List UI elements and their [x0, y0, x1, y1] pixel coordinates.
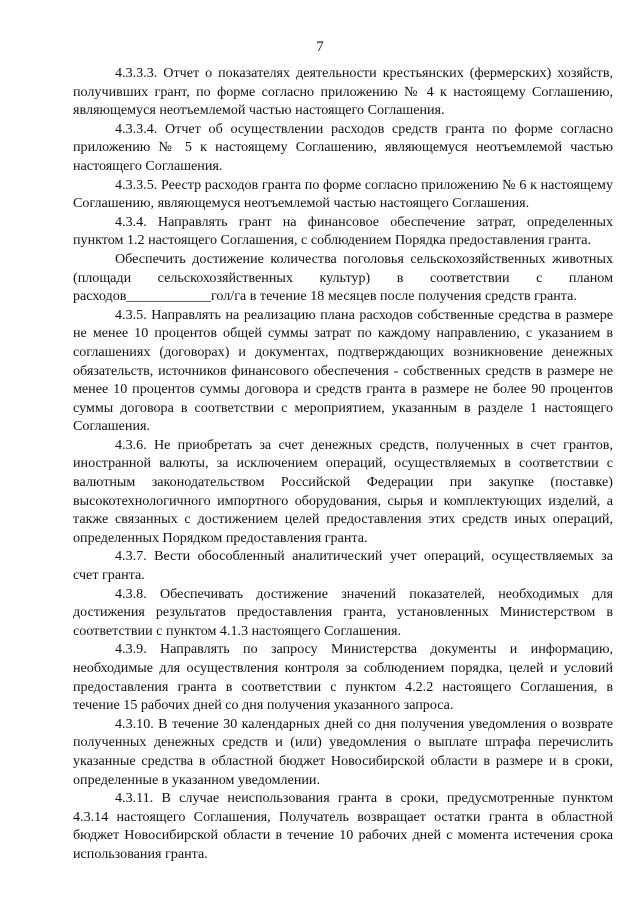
page-number: 7 [316, 39, 324, 55]
paragraph-4-3-7: 4.3.7. Вести обособленный аналитический учет операций, осуществляемых за счет гранта. [73, 548, 613, 584]
paragraph-4-3-10: 4.3.10. В течение 30 календарных дней со дня получения уведомления о возврате полученных денежных средств и (или) уведомления о выплате штрафа перечислить указанные средства в областной бюджет Новосибирской области в размере и в сроки, определенные в указанном уведомлении. [73, 715, 613, 788]
paragraph-4-3-8: 4.3.8. Обеспечивать достижение значений показателей, необходимых для достижения результатов предоставления гранта, установленных Министерством в соответствии с пунктом 4.1.3 настоящего Соглашения. [73, 585, 613, 639]
paragraph-4-3-9: 4.3.9. Направлять по запросу Министерства документы и информацию, необходимые для осуществления контроля за соблюдением порядка, целей и условий предоставления гранта в соответствии с пунктом 4.2.2 настоящего Соглашения, в течение 15 рабочих дней со дня получения указанного запроса. [73, 641, 613, 714]
document-body [73, 62, 613, 864]
paragraph-4-3-5: 4.3.5. Направлять на реализацию плана расходов собственные средства в размере не менее 10 процентов общей суммы затрат по каждому направлению, с указанием в соглашениях (договорах) и документах, подтверждающих возникновение денежных обязательств, источников финансового обеспечения - собственных средств в размере не менее 10 процентов суммы договора и средств гранта в размере не более 90 процентов суммы договора в соответствии с мероприятием, указанным в разделе 1 настоящего Соглашения. [73, 306, 613, 435]
paragraph-4-3-3-5: 4.3.3.5. Реестр расходов гранта по форме согласно приложению № 6 к настоящему Соглашению, являющемуся неотъемлемой частью настоящего Соглашения. [73, 176, 613, 212]
paragraph-4-3-6: 4.3.6. Не приобретать за счет денежных средств, полученных в счет грантов, иностранной валюты, за исключением операций, осуществляемых в соответствии с валютным законодательством Российской Федерации при закупке (поставке) высокотехнологичного импортного оборудования, сырья и комплектующих изделий, а также связанных с достижением целей предоставления этих средств иных операций, определенных Порядком предоставления гранта. [73, 436, 613, 546]
paragraph-livestock-plan: Обеспечить достижение количества поголовья сельскохозяйственных животных (площади сельскохозяйственных культур) в соответствии с планом расходов____________гол/га в течение 18 месяцев после получения средств гранта. [73, 250, 613, 305]
paragraph-4-3-3-4: 4.3.3.4. Отчет об осуществлении расходов средств гранта по форме согласно приложению № 5 к настоящему Соглашению, являющемуся неотъемлемой частью настоящего Соглашения. [73, 120, 613, 174]
paragraph-4-3-11: 4.3.11. В случае неиспользования гранта в сроки, предусмотренные пунктом 4.3.14 настоящего Соглашения, Получатель возвращает остатки гранта в областной бюджет Новосибирской области в течение 10 рабочих дней с момента истечения срока использования гранта. [73, 790, 613, 862]
paragraph-4-3-4: 4.3.4. Направлять грант на финансовое обеспечение затрат, определенных пунктом 1.2 настоящего Соглашения, с соблюдением Порядка предоставления гранта. [73, 213, 613, 249]
paragraph-4-3-3-3: 4.3.3.3. Отчет о показателях деятельности крестьянских (фермерских) хозяйств, получивших грант, по форме согласно приложению № 4 к настоящему Соглашению, являющемуся неотъемлемой частью настоящего Соглашения. [73, 65, 613, 119]
